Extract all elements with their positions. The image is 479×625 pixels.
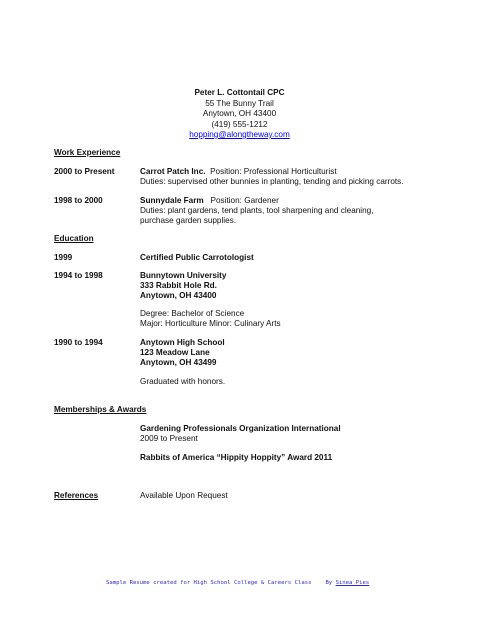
edu-3-honors: Graduated with honors. [140,377,226,386]
edu-2-degree: Degree: Bachelor of Science [140,309,245,318]
footer-author-link[interactable]: Sinea Pies [335,580,370,586]
edu-3-school: Anytown High School [140,338,225,347]
candidate-name: Peter L. Cottontail CPC [194,88,285,97]
edu-3-dates: 1990 to 1994 [54,338,103,347]
job-1-position: Position: Professional Horticulturist [210,167,337,176]
address-line-1: 55 The Bunny Trail [205,98,274,108]
job-2-dates: 1998 to 2000 [54,196,103,205]
contact-header [0,88,479,141]
edu-3-city: Anytown, OH 43499 [140,358,217,367]
footer-by: By [325,580,333,586]
phone-number: (419) 555-1212 [211,119,268,129]
job-2-duties-line-2: purchase garden supplies. [140,216,237,225]
job-1-employer: Carrot Patch Inc. [140,167,206,176]
memberships-heading: Memberships & Awards [54,405,147,414]
job-2-position: Position: Gardener [210,196,279,205]
education-heading: Education [54,234,94,243]
edu-1-credential: Certified Public Carrotologist [140,253,254,262]
edu-3-street: 123 Meadow Lane [140,348,210,357]
references-text: Available Upon Request [140,491,228,500]
edu-1-dates: 1999 [54,253,73,262]
edu-2-city: Anytown, OH 43400 [140,291,217,300]
references-heading: References [54,491,99,500]
award-1-title: Rabbits of America “Hippity Hoppity” Award 2011 [140,453,333,462]
footer-text: Sample Resume created for High School College & Careers Class [106,580,312,586]
email-link[interactable]: hopping@alongtheway.com [189,130,290,139]
edu-2-major: Major: Horticulture Minor: Culinary Arts [140,319,281,328]
work-experience-heading: Work Experience [54,148,121,157]
membership-1-title: Gardening Professionals Organization International [140,424,341,433]
footer-credit [106,580,369,586]
address-line-2: Anytown, OH 43400 [202,109,277,118]
edu-2-school: Bunnytown University [140,271,227,280]
job-2-employer: Sunnydale Farm [140,196,204,205]
job-2-duties-line-1: Duties: plant gardens, tend plants, tool sharpening and cleaning, [140,206,374,215]
job-1-dates: 2000 to Present [54,167,115,176]
edu-2-street: 333 Rabbit Hole Rd. [140,281,217,290]
edu-2-dates: 1994 to 1998 [54,271,103,280]
membership-1-dates: 2009 to Present [140,434,198,443]
job-1-duties: Duties: supervised other bunnies in planting, tending and picking carrots. [140,177,404,186]
